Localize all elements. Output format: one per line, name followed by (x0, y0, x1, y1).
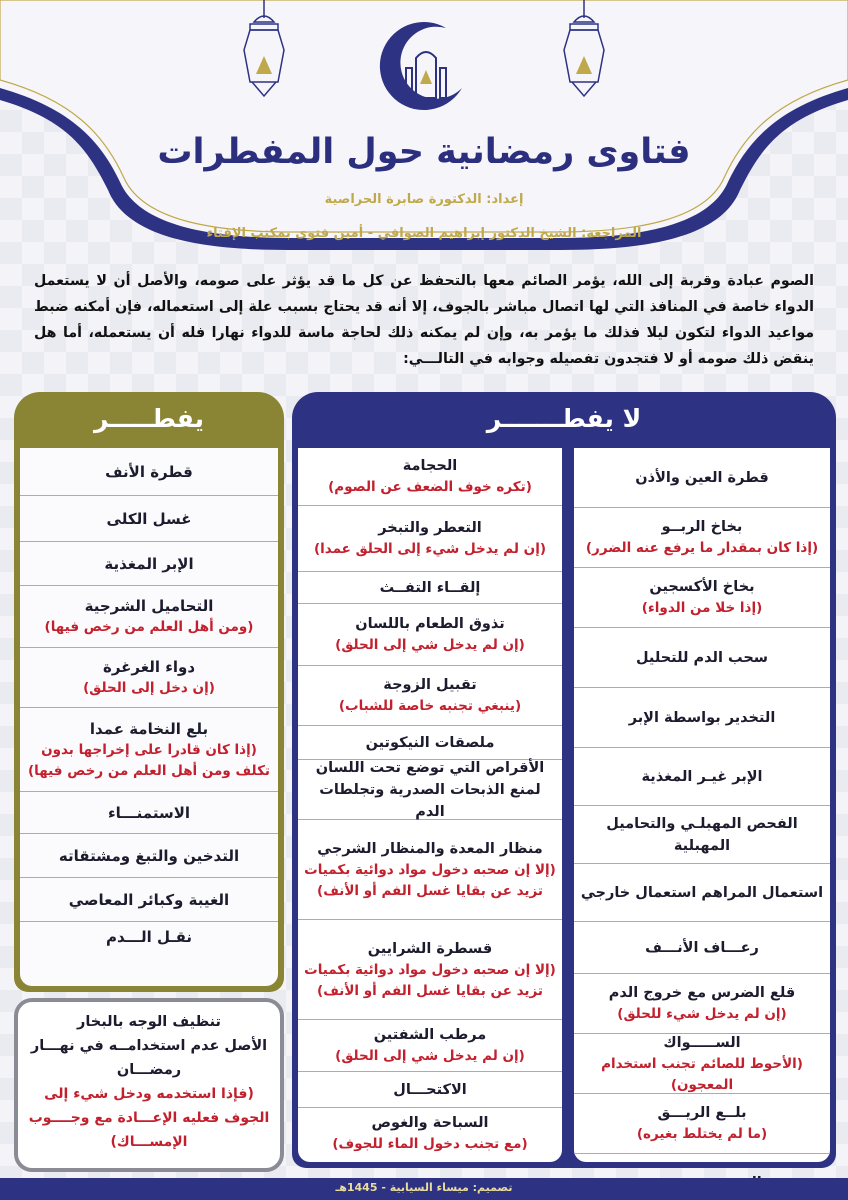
footer (0, 1178, 848, 1200)
item-label: الغيبة وكبائر المعاصي (68, 890, 230, 909)
item-note: (إن لم يدخل شي إلى الحلق) (335, 1048, 525, 1064)
list-item (574, 922, 830, 974)
list-item (298, 604, 562, 666)
item-label: مرطب الشفتين (373, 1027, 487, 1043)
item-label: التعطر والتبخر (378, 520, 482, 536)
list-item (298, 1108, 562, 1158)
list-item (298, 448, 562, 506)
item-label: التدخين والتبغ ومشتقاته (58, 846, 240, 865)
list-item (574, 508, 830, 568)
breaks-title: يفطـــــر (93, 404, 204, 433)
item-label: غسل الكلى (106, 509, 192, 528)
not-break-right-column (574, 448, 830, 1162)
list-item (298, 726, 562, 760)
item-label: دواء الغرغرة (102, 658, 196, 676)
lantern-left-icon (236, 0, 292, 100)
list-item (574, 568, 830, 628)
item-label: نقـل الـــدم (106, 928, 192, 946)
list-item (574, 448, 830, 508)
list-item (574, 748, 830, 806)
item-label: الاكتحـــال (393, 1081, 467, 1098)
list-item (20, 648, 278, 708)
list-item (20, 878, 278, 922)
not-break-panel (292, 392, 836, 1168)
item-note: (إذا كان بمقدار ما يرفع عنه الضرر) (585, 540, 819, 556)
item-note: (الأحوط للصائم تجنب استخدام المعجون) (601, 1055, 803, 1093)
item-label: الاستمنـــاء (107, 803, 191, 822)
item-note: (ينبغي تجنبه خاصة للشباب) (338, 698, 522, 714)
item-label: بلع النخامة عمدا (89, 719, 209, 738)
breaks-column (20, 448, 278, 986)
item-label: منظار المعدة والمنظار الشرجي (317, 840, 543, 857)
item-label: السباحة والغوص (371, 1114, 489, 1131)
item-label: بخاخ الأكسجين (649, 579, 755, 595)
item-label: الإبر غيـر المغذية (641, 768, 763, 785)
item-note: (مع تجنب دخول الماء للجوف) (332, 1135, 528, 1152)
list-item (20, 922, 278, 952)
not-break-title: لا يفطـــــــر (486, 404, 642, 433)
lantern-right-icon (556, 0, 612, 100)
item-note: (إن لم يدخل شيء للحلق) (617, 1006, 787, 1022)
item-label: الســـــواك (663, 1034, 741, 1051)
item-note: (إن دخل إلى الحلق) (83, 680, 215, 696)
item-note: (إذا كان قادرا على إخراجها بدون تكلف ومن أهل العلم من رخص فيها) (28, 741, 270, 779)
list-item (298, 920, 562, 1020)
list-item (298, 820, 562, 920)
item-label: سحب الدم للتحليل (635, 649, 769, 666)
footer-credit: تصميم: ميساء السيابية - 1445هـ (335, 1181, 513, 1194)
page-title: فتاوى رمضانية حول المفطرات (157, 132, 691, 172)
item-label: الحجامة (402, 458, 458, 474)
item-label: رعـــاف الأنـــف (645, 939, 759, 956)
crescent-mosque-icon (376, 18, 472, 118)
item-label: التحاميل الشرجية (84, 597, 214, 615)
list-item (20, 496, 278, 542)
list-item (574, 688, 830, 748)
list-item (298, 666, 562, 726)
item-label: قطرة الأنف (105, 462, 193, 481)
not-break-body (298, 448, 830, 1162)
list-item (20, 542, 278, 586)
item-label: الفحص المهبلـي والتحاميل المهبلية (606, 815, 798, 854)
list-item (574, 1094, 830, 1154)
item-note: (إلا إن صحبه دخول مواد دوائية بكميات تزيد عن بقايا غسل الفم أو الأنف) (304, 961, 556, 999)
list-item (20, 586, 278, 648)
item-label: بخاخ الربــو (661, 519, 743, 535)
item-label: الأقراص التي توضع تحت اللسان لمنع الذبحات الصدرية وتجلطات الدم (315, 759, 545, 820)
list-item (574, 806, 830, 864)
list-item (20, 792, 278, 834)
item-label: قلع الضرس مع خروج الدم (608, 985, 796, 1001)
list-item (574, 864, 830, 922)
item-note: (ما لم يختلط بغيره) (636, 1126, 768, 1142)
not-break-left-column (298, 448, 562, 1162)
item-label: قسطرة الشرايين (367, 940, 493, 957)
list-item (298, 572, 562, 604)
list-item (298, 1072, 562, 1108)
reviewed-by: المراجعة: الشيخ الدكتور إبراهيم الصوافي - أمين فتوى بمكتب الإفتاء (206, 226, 642, 241)
list-item (298, 506, 562, 572)
item-label: إلقــاء التفــث (379, 579, 481, 596)
steam-box-note: (فإذا استخدمه ودخل شيء إلى الجوف فعليه الإعـــادة مع وجــــوب الإمســـاك) (28, 1086, 270, 1150)
item-label: استعمال المراهم استعمال خارجي (580, 884, 824, 901)
item-label: تقبيل الزوجة (383, 677, 477, 693)
intro-paragraph: الصوم عبادة وقربة إلى الله، يؤمر الصائم معها بالتحفظ عن كل ما قد يؤثر على صومه، والأصل أن لا يستعمل الدواء خاصة في المنافذ التي لها اتصال مباشر بالجوف، إلا أنه قد يحتاج بسبب علة إلى استعماله، فإن أمكنه ضبط مواعيد الدواء لتكون ليلا فذلك ما يؤمر به، وإن لم يمكنه ذلك لحاجة ماسة للدواء نهارا فله أن يستعمله، أما هل ينقض ذلك صومه أو لا فتجدون تفصيله وجوابه في التالـــي: (34, 273, 814, 367)
breaks-panel (14, 392, 284, 992)
list-item (574, 628, 830, 688)
item-label: بلــع الريـــق (657, 1105, 747, 1121)
item-note: (تكره خوف الضعف عن الصوم) (328, 479, 532, 495)
list-item (574, 1034, 830, 1094)
item-note: (ومن أهل العلم من رخص فيها) (44, 619, 254, 635)
steam-box-text: الأصل عدم استخدامــه في نهـــار رمضـــان (30, 1038, 268, 1078)
steam-box-title: تنظيف الوجه بالبخار (76, 1014, 222, 1030)
item-note: (إن لم يدخل شيء إلى الحلق عمدا) (314, 541, 546, 557)
prepared-by: إعداد: الدكتورة صابرة الحراصية (324, 192, 524, 207)
item-label: ملصقات النيكوتين (365, 734, 495, 751)
list-item (20, 834, 278, 878)
item-note: (إذا خلا من الدواء) (641, 600, 763, 616)
item-note: (إن لم يدخل شي إلى الحلق) (335, 637, 525, 653)
list-item (20, 448, 278, 496)
list-item (20, 708, 278, 792)
item-note: (إلا إن صحبه دخول مواد دوائية بكميات تزيد عن بقايا غسل الفم أو الأنف) (304, 861, 556, 899)
list-item (574, 974, 830, 1034)
steam-box (14, 998, 284, 1172)
item-label: الإبر المغذية (104, 554, 194, 573)
item-label: تذوق الطعام باللسان (355, 616, 505, 632)
list-item (298, 1020, 562, 1072)
list-item (298, 760, 562, 820)
item-label: قطرة العين والأذن (635, 469, 769, 486)
item-label: التخدير بواسطة الإبر (628, 709, 776, 726)
